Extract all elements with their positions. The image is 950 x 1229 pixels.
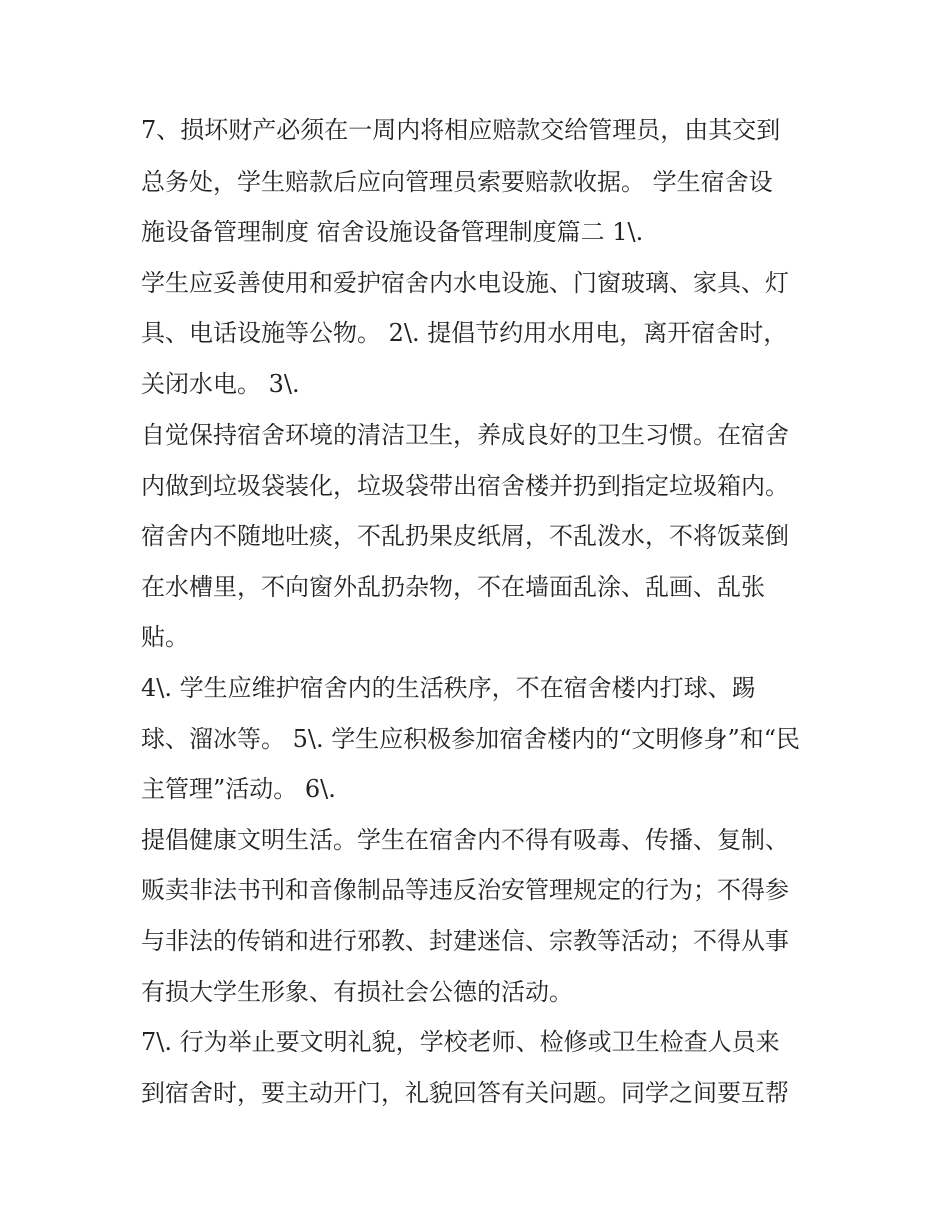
- text-line: 总务处，学生赔款后应向管理员索要赔款收据。 学生宿舍设: [141, 168, 773, 196]
- text-line: 学生应妥善使用和爱护宿舍内水电设施、门窗玻璃、家具、灯: [141, 269, 789, 297]
- text-line: 施设备管理制度 宿舍设施设备管理制度篇二 1\.: [141, 218, 644, 246]
- text-line: 关闭水电。 3\.: [141, 370, 300, 398]
- text-line: 在水槽里，不向窗外乱扔杂物，不在墙面乱涂、乱画、乱张: [141, 573, 765, 601]
- text-line: 具、电话设施等公物。 2\. 提倡节约用水用电，离开宿舍时，: [141, 319, 788, 347]
- text-line: 贩卖非法书刊和音像制品等违反治安管理规定的行为；不得参: [141, 876, 789, 904]
- text-line: 7、损坏财产必须在一周内将相应赔款交给管理员，由其交到: [141, 116, 781, 144]
- text-line: 4\. 学生应维护宿舍内的生活秩序，不在宿舍楼内打球、踢: [141, 674, 756, 702]
- text-line: 主管理”活动。 6\.: [141, 775, 336, 803]
- text-line: 7\. 行为举止要文明礼貌，学校老师、检修或卫生检查人员来: [141, 1028, 780, 1056]
- text-line: 宿舍内不随地吐痰，不乱扔果皮纸屑，不乱泼水，不将饭菜倒: [141, 522, 789, 550]
- text-line: 提倡健康文明生活。学生在宿舍内不得有吸毒、传播、复制、: [141, 826, 789, 854]
- text-line: 有损大学生形象、有损社会公德的活动。: [141, 978, 573, 1006]
- text-line: 贴。: [141, 623, 189, 651]
- text-line: 到宿舍时，要主动开门，礼貌回答有关问题。同学之间要互帮: [141, 1079, 789, 1107]
- text-line: 与非法的传销和进行邪教、封建迷信、宗教等活动；不得从事: [141, 927, 789, 955]
- text-line: 自觉保持宿舍环境的清洁卫生，养成良好的卫生习惯。在宿舍: [141, 421, 789, 449]
- text-line: 内做到垃圾袋装化，垃圾袋带出宿舍楼并扔到指定垃圾箱内。: [141, 472, 789, 500]
- text-line: 球、溜冰等。 5\. 学生应积极参加宿舍楼内的“文明修身”和“民: [141, 725, 801, 753]
